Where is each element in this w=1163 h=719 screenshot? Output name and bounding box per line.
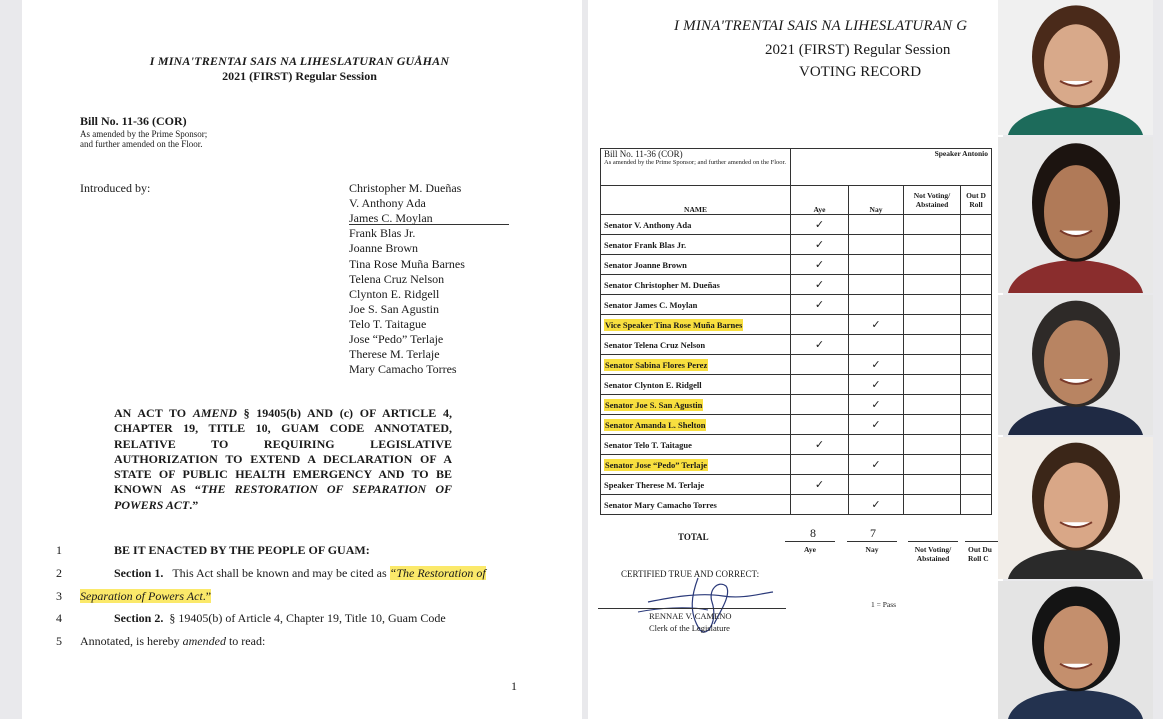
not-voting-cell bbox=[904, 375, 961, 395]
bill-number: Bill No. 11-36 (COR) As amended by the Prime Sponsor; and further amended on the Floor. bbox=[80, 114, 208, 149]
session-heading: 2021 (FIRST) Regular Session bbox=[222, 69, 377, 83]
sponsor-name: Joe S. San Agustin bbox=[349, 301, 440, 316]
sponsor-name: Telena Cruz Nelson bbox=[349, 271, 445, 286]
certified-label: CERTIFIED TRUE AND CORRECT: bbox=[621, 569, 760, 579]
vote-row bbox=[601, 455, 992, 475]
total-aye: 8 bbox=[810, 526, 816, 540]
senator-photo bbox=[998, 581, 1153, 719]
senator-name bbox=[601, 355, 791, 375]
vote-row bbox=[601, 335, 992, 355]
senator-name bbox=[601, 455, 791, 475]
total-nv-rule bbox=[908, 541, 958, 542]
sponsor-name: Mary Camacho Torres bbox=[349, 362, 457, 377]
check-mark-icon: ✓ bbox=[814, 219, 825, 231]
out-cell bbox=[961, 235, 992, 255]
column-header: Not Voting/ Abstained bbox=[904, 186, 961, 215]
not-voting-cell bbox=[904, 295, 961, 315]
check-mark-icon: ✓ bbox=[871, 319, 881, 331]
portrait-image bbox=[998, 0, 1153, 135]
out-cell bbox=[961, 275, 992, 295]
senator-name-text: Senator Sabina Flores Perez bbox=[605, 359, 708, 370]
sponsor-name: Jose “Pedo” Terlaje bbox=[349, 332, 444, 346]
not-voting-cell bbox=[904, 415, 961, 435]
column-header: Nay bbox=[849, 186, 904, 215]
total-nv-label: Not Voting/ Abstained bbox=[914, 545, 952, 563]
aye-cell bbox=[791, 455, 849, 475]
voting-record-page bbox=[588, 0, 1003, 719]
aye-cell bbox=[791, 315, 849, 335]
enacting-clause: BE IT ENACTED BY THE PEOPLE OF GUAM: bbox=[114, 543, 370, 557]
senator-name bbox=[601, 295, 791, 315]
senator-photo bbox=[998, 437, 1153, 579]
nay-cell bbox=[849, 495, 904, 515]
sponsor-name: Frank Blas Jr. bbox=[349, 226, 416, 241]
nay-cell bbox=[849, 455, 904, 475]
not-voting-cell bbox=[904, 335, 961, 355]
not-voting-cell bbox=[904, 435, 961, 455]
vote-row bbox=[601, 435, 992, 455]
total-aye-label: Aye bbox=[804, 545, 816, 554]
out-cell bbox=[961, 355, 992, 375]
senator-photo bbox=[998, 295, 1153, 435]
senator-name-text: Senator Christopher M. Dueñas bbox=[604, 279, 720, 290]
table-header-bill: Bill No. 11-36 (COR) As amended by the Prime Sponsor; and further amended on the Floor. Speaker Antonio bbox=[601, 149, 992, 186]
senator-name bbox=[601, 395, 791, 415]
out-cell bbox=[961, 315, 992, 335]
line-number: 3 bbox=[56, 589, 62, 603]
aye-cell bbox=[791, 355, 849, 375]
vote-row bbox=[601, 375, 992, 395]
senator-name-text: Senator Amanda L. Shelton bbox=[605, 419, 706, 430]
total-out-label: Out Du Roll C bbox=[968, 545, 992, 563]
sponsor-name: V. Anthony Ada bbox=[349, 196, 426, 211]
check-mark-icon: ✓ bbox=[814, 339, 825, 351]
senator-photo bbox=[998, 0, 1153, 135]
signature-line bbox=[598, 608, 786, 609]
check-mark-icon: ✓ bbox=[871, 419, 881, 431]
out-cell bbox=[961, 435, 992, 455]
voting-record-title: VOTING RECORD bbox=[799, 64, 922, 80]
column-header: Out D Roll bbox=[961, 186, 992, 215]
senator-photo bbox=[998, 137, 1153, 293]
senator-name bbox=[601, 335, 791, 355]
nay-cell bbox=[849, 315, 904, 335]
nay-cell bbox=[849, 435, 904, 455]
not-voting-cell bbox=[904, 475, 961, 495]
voting-table bbox=[600, 148, 992, 515]
total-label: TOTAL bbox=[678, 532, 709, 542]
sponsor-name: Therese M. Terlaje bbox=[349, 347, 440, 362]
vote-row bbox=[601, 215, 992, 235]
check-mark-icon: ✓ bbox=[871, 399, 881, 411]
aye-cell bbox=[791, 275, 849, 295]
aye-cell bbox=[791, 395, 849, 415]
out-cell bbox=[961, 215, 992, 235]
introduced-by-label: Introduced by: bbox=[80, 181, 151, 195]
senator-name bbox=[601, 375, 791, 395]
portrait-image bbox=[998, 295, 1153, 435]
senator-name bbox=[601, 315, 791, 335]
senator-name-text: Senator Clynton E. Ridgell bbox=[604, 379, 702, 390]
act-title: AN ACT TO AMEND § 19405(b) AND (c) OF ARTICLE 4, CHAPTER 19, TITLE 10, GUAM CODE ANNOTATED, RELATIVE TO REQUIRING LEGISLATIVE AUTHORIZATION TO EXTEND A DECLARATION OF A STATE OF PUBLIC HEALTH EMERGENCY AND TO BE KNOWN AS “THE RESTORATION OF SEPARATION OF POWERS ACT.” bbox=[114, 406, 452, 512]
check-mark-icon: ✓ bbox=[814, 479, 825, 491]
senator-name bbox=[601, 255, 791, 275]
sponsor-divider bbox=[349, 224, 509, 225]
out-cell bbox=[961, 455, 992, 475]
vote-row bbox=[601, 495, 992, 515]
nay-cell bbox=[849, 215, 904, 235]
senator-name bbox=[601, 435, 791, 455]
nay-cell bbox=[849, 395, 904, 415]
senator-name-text: Senator Jose “Pedo” Terlaje bbox=[605, 459, 708, 470]
vote-row bbox=[601, 475, 992, 495]
line-number: 1 bbox=[56, 543, 62, 557]
portrait-image bbox=[998, 581, 1153, 719]
clerk-title: Clerk of the Legislature bbox=[649, 623, 730, 633]
out-cell bbox=[961, 395, 992, 415]
check-mark-icon: ✓ bbox=[814, 299, 825, 311]
not-voting-cell bbox=[904, 215, 961, 235]
senator-name bbox=[601, 415, 791, 435]
not-voting-cell bbox=[904, 455, 961, 475]
total-aye-rule bbox=[785, 541, 835, 542]
aye-cell bbox=[791, 435, 849, 455]
column-header: NAME bbox=[601, 186, 791, 215]
sponsor-name: Telo T. Taitague bbox=[349, 316, 427, 331]
legislature-heading: I MINA'TRENTAI SAIS NA LIHESLATURAN G bbox=[674, 18, 968, 34]
sponsor-name: Joanne Brown bbox=[349, 241, 418, 256]
legislature-heading: I MINA'TRENTAI SAIS NA LIHESLATURAN GUÅHAN bbox=[149, 54, 450, 68]
not-voting-cell bbox=[904, 235, 961, 255]
sponsor-name: Clynton E. Ridgell bbox=[349, 286, 440, 301]
section-2-line: Section 2. § 19405(b) of Article 4, Chapter 19, Title 10, Guam Code bbox=[114, 611, 446, 625]
section-1-cont: Separation of Powers Act.” bbox=[80, 589, 212, 603]
senator-name-text: Senator Joe S. San Agustin bbox=[605, 399, 703, 410]
not-voting-cell bbox=[904, 355, 961, 375]
not-voting-cell bbox=[904, 275, 961, 295]
senator-name bbox=[601, 275, 791, 295]
vote-row bbox=[601, 315, 992, 335]
portrait-image bbox=[998, 137, 1153, 293]
not-voting-cell bbox=[904, 395, 961, 415]
nay-cell bbox=[849, 355, 904, 375]
out-cell bbox=[961, 415, 992, 435]
nay-cell bbox=[849, 235, 904, 255]
aye-cell bbox=[791, 375, 849, 395]
check-mark-icon: ✓ bbox=[871, 499, 881, 511]
aye-cell bbox=[791, 295, 849, 315]
aye-cell bbox=[791, 255, 849, 275]
vote-row bbox=[601, 415, 992, 435]
check-mark-icon: ✓ bbox=[814, 439, 825, 451]
line-number: 5 bbox=[56, 634, 62, 648]
check-mark-icon: ✓ bbox=[814, 259, 825, 271]
nay-cell bbox=[849, 375, 904, 395]
sponsor-name: Christopher M. Dueñas bbox=[349, 181, 462, 195]
senator-name-text: Senator Mary Camacho Torres bbox=[604, 499, 717, 510]
total-nay-label: Nay bbox=[865, 545, 879, 554]
aye-cell bbox=[791, 495, 849, 515]
clerk-name: RENNAE V. CAMENO bbox=[649, 611, 732, 621]
check-mark-icon: ✓ bbox=[814, 279, 825, 291]
check-mark-icon: ✓ bbox=[814, 239, 825, 251]
vote-row bbox=[601, 295, 992, 315]
out-cell bbox=[961, 255, 992, 275]
sponsor-name: James C. Moylan bbox=[349, 211, 433, 226]
senator-name-text: Speaker Therese M. Terlaje bbox=[604, 479, 705, 490]
senator-name-text: Senator Telena Cruz Nelson bbox=[604, 339, 706, 350]
vote-row bbox=[601, 255, 992, 275]
section-2-cont: Annotated, is hereby amended to read: bbox=[80, 634, 266, 648]
out-cell bbox=[961, 375, 992, 395]
aye-cell bbox=[791, 235, 849, 255]
out-cell bbox=[961, 295, 992, 315]
aye-cell bbox=[791, 215, 849, 235]
nay-cell bbox=[849, 295, 904, 315]
out-cell bbox=[961, 475, 992, 495]
senator-name-text: Vice Speaker Tina Rose Muña Barnes bbox=[605, 319, 743, 330]
nay-cell bbox=[849, 255, 904, 275]
senator-name-text: Senator Joanne Brown bbox=[604, 259, 687, 270]
page-number: 1 bbox=[511, 679, 517, 693]
nay-cell bbox=[849, 275, 904, 295]
session-heading: 2021 (FIRST) Regular Session bbox=[765, 42, 951, 58]
senator-name bbox=[601, 235, 791, 255]
sponsor-name: Tina Rose Muña Barnes bbox=[349, 256, 465, 271]
senator-name-text: Senator Telo T. Taitague bbox=[604, 439, 692, 450]
check-mark-icon: ✓ bbox=[871, 359, 881, 371]
senator-name-text: Senator Frank Blas Jr. bbox=[604, 239, 687, 250]
aye-cell bbox=[791, 415, 849, 435]
vote-row bbox=[601, 395, 992, 415]
senator-name bbox=[601, 475, 791, 495]
vote-row bbox=[601, 355, 992, 375]
section-1-line: Section 1. This Act shall be known and may be cited as “The Restoration of bbox=[114, 566, 486, 580]
total-nay: 7 bbox=[870, 526, 876, 540]
total-nay-rule bbox=[847, 541, 897, 542]
vote-row bbox=[601, 275, 992, 295]
line-number: 4 bbox=[56, 611, 62, 625]
out-cell bbox=[961, 495, 992, 515]
senator-name-text: Senator James C. Moylan bbox=[604, 299, 698, 310]
bill-page bbox=[22, 0, 582, 719]
nay-cell bbox=[849, 415, 904, 435]
senator-name bbox=[601, 215, 791, 235]
nay-cell bbox=[849, 475, 904, 495]
out-cell bbox=[961, 335, 992, 355]
speaker-header: Speaker Antonio bbox=[791, 149, 992, 186]
senator-name-text: Senator V. Anthony Ada bbox=[604, 219, 692, 230]
check-mark-icon: ✓ bbox=[871, 379, 881, 391]
line-number: 2 bbox=[56, 566, 62, 580]
not-voting-cell bbox=[904, 255, 961, 275]
table-header-row bbox=[601, 186, 992, 215]
portrait-image bbox=[998, 437, 1153, 579]
vote-row bbox=[601, 235, 992, 255]
not-voting-cell bbox=[904, 495, 961, 515]
pass-note: 1 = Pass bbox=[871, 600, 897, 609]
check-mark-icon: ✓ bbox=[871, 459, 881, 471]
column-header: Aye bbox=[791, 186, 849, 215]
aye-cell bbox=[791, 335, 849, 355]
senator-name bbox=[601, 495, 791, 515]
nay-cell bbox=[849, 335, 904, 355]
aye-cell bbox=[791, 475, 849, 495]
not-voting-cell bbox=[904, 315, 961, 335]
